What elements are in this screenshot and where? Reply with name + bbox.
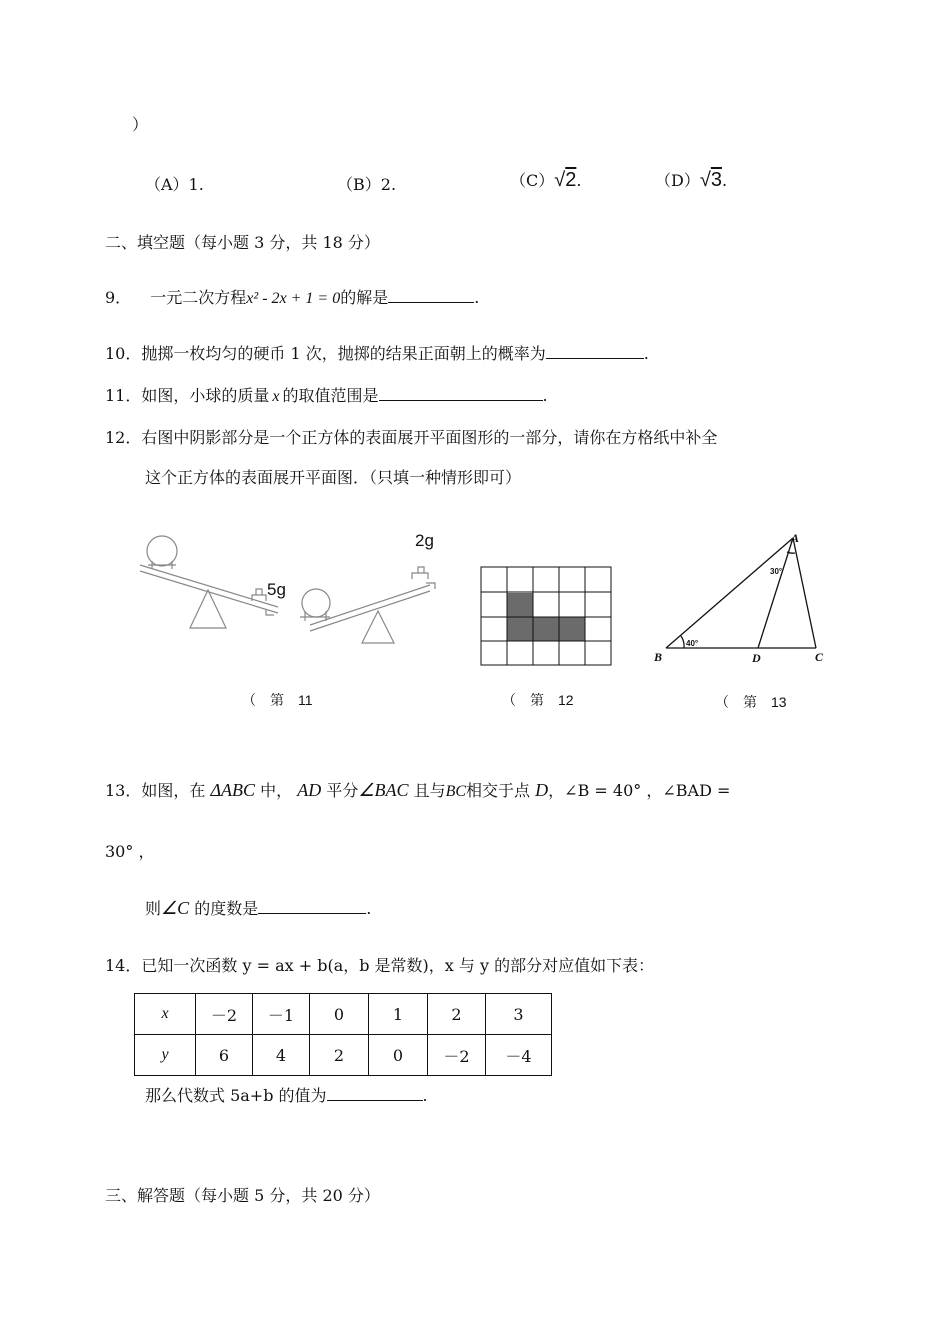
- q14-answer-blank[interactable]: [327, 1086, 423, 1101]
- q14-end: .: [422, 1086, 428, 1105]
- q9-pre: 一元二次方程: [150, 288, 247, 307]
- option-b: （B）2.: [337, 175, 397, 194]
- option-c: [510, 170, 581, 191]
- q11-pre: 11．如图，小球的质量: [105, 386, 270, 405]
- q13-answer-blank[interactable]: [258, 899, 366, 914]
- section-2-heading: 二、填空题（每小题 3 分，共 18 分）: [105, 233, 380, 252]
- option-d-dot: .: [721, 171, 728, 190]
- q13-ad: AD: [297, 780, 322, 800]
- q13-bac: ∠BAC: [358, 780, 409, 800]
- shaded-cell: [559, 617, 585, 641]
- q13-end: .: [366, 899, 372, 918]
- q9-number: 9．: [105, 288, 132, 307]
- vertex-a: A: [791, 531, 800, 545]
- option-d-label: （D）: [655, 171, 700, 190]
- q10-text: 10．抛掷一枚均匀的硬币 1 次，抛掷的结果正面朝上的概率为: [105, 344, 546, 363]
- figure-13-caption: （ 第 13: [715, 694, 787, 710]
- question-14-text: 14．已知一次函数 y = ax + b(a，b 是常数)，x 与 y 的部分对应值如下表：: [105, 956, 655, 975]
- table-cell: 1: [369, 994, 428, 1035]
- option-c-dot: .: [576, 171, 582, 190]
- table-cell: 0: [369, 1035, 428, 1076]
- q11-end: .: [542, 386, 548, 405]
- q13-pre: 13．如图，在: [105, 781, 206, 800]
- q13-triangle: ΔABC: [210, 780, 256, 800]
- table-row: [135, 994, 552, 1035]
- table-cell: 4: [253, 1035, 310, 1076]
- q9-answer-blank[interactable]: [388, 288, 474, 303]
- q9-post: 的解是: [340, 288, 389, 307]
- figure-11-balances: [130, 525, 460, 645]
- vertex-c: C: [815, 650, 824, 664]
- table-cell: －2: [196, 994, 253, 1035]
- value-table: [134, 993, 552, 1076]
- question-13-line3: [145, 898, 371, 919]
- q13-line3-pre: 则: [145, 899, 162, 918]
- shaded-cell: [507, 593, 533, 617]
- q13-bc: BC: [445, 783, 467, 800]
- q13-line3-post: 的度数是: [194, 899, 259, 918]
- q13-condition: ，∠B = 40° ，∠BAD =: [548, 781, 731, 800]
- sqrt-sign: √: [699, 169, 711, 191]
- q11-answer-blank[interactable]: [379, 386, 543, 401]
- question-12-line2: 这个正方体的表面展开平面图．（只填一种情形即可）: [145, 468, 522, 487]
- figure-13-triangle: [648, 528, 843, 668]
- fulcrum-right: [362, 611, 394, 643]
- question-11: [105, 386, 548, 407]
- question-9: [105, 288, 479, 309]
- table-row: [135, 1035, 552, 1076]
- sqrt-sign: √: [554, 169, 566, 191]
- option-c-label: （C）: [510, 171, 555, 190]
- table-cell: －2: [428, 1035, 486, 1076]
- q9-end: .: [474, 288, 480, 307]
- table-cell: －4: [486, 1035, 552, 1076]
- weight-5g-label: 5g: [267, 580, 286, 599]
- angle-a-label: 30°: [770, 567, 783, 576]
- table-cell: 0: [310, 994, 369, 1035]
- option-a: （A）1.: [145, 175, 204, 194]
- shaded-cell: [507, 617, 533, 641]
- question-10: [105, 344, 649, 364]
- table-header-y: y: [135, 1035, 196, 1076]
- figure-11-caption: （ 第 11: [242, 692, 313, 708]
- vertex-d: D: [752, 651, 761, 665]
- table-cell: 2: [428, 994, 486, 1035]
- beam-right: [310, 585, 430, 631]
- table-cell: 2: [310, 1035, 369, 1076]
- q11-var: x: [272, 388, 280, 405]
- table-cell: 3: [486, 994, 552, 1035]
- q13-mid1: 中，: [260, 781, 293, 800]
- option-d: [655, 170, 727, 191]
- q13-mid3: 且与: [413, 781, 446, 800]
- q11-post: 的取值范围是: [282, 386, 379, 405]
- option-c-value: 2: [565, 169, 577, 191]
- question-14-after: [145, 1086, 428, 1106]
- q13-angle-c: ∠C: [161, 898, 190, 918]
- shaded-cell: [533, 617, 559, 641]
- vertex-b: B: [654, 650, 663, 664]
- figure-12-caption: （ 第 12: [502, 692, 574, 708]
- question-13-line2: 30° ，: [105, 842, 155, 861]
- table-header-x: x: [135, 994, 196, 1035]
- q14-after-pre: 那么代数式 5a+b 的值为: [145, 1086, 327, 1105]
- q13-mid2: 平分: [326, 781, 359, 800]
- weight-2g-label: 2g: [415, 531, 434, 550]
- angle-b-label: 40°: [686, 639, 699, 648]
- q10-answer-blank[interactable]: [546, 344, 644, 359]
- q13-mid4: 相交于点: [466, 781, 531, 800]
- section-3-heading: 三、解答题（每小题 5 分，共 20 分）: [105, 1186, 380, 1205]
- q13-d: D: [535, 780, 549, 800]
- q10-end: .: [643, 344, 649, 363]
- question-13-line1: [105, 780, 730, 802]
- table-cell: 6: [196, 1035, 253, 1076]
- option-d-value: 3: [710, 169, 722, 191]
- table-cell: －1: [253, 994, 310, 1035]
- q9-equation: x² - 2x + 1 = 0: [246, 290, 341, 307]
- q8-close-paren: ）: [132, 115, 149, 134]
- question-12-line1: 12．右图中阴影部分是一个正方体的表面展开平面图形的一部分，请你在方格纸中补全: [105, 428, 718, 447]
- figure-12-grid: [480, 566, 614, 668]
